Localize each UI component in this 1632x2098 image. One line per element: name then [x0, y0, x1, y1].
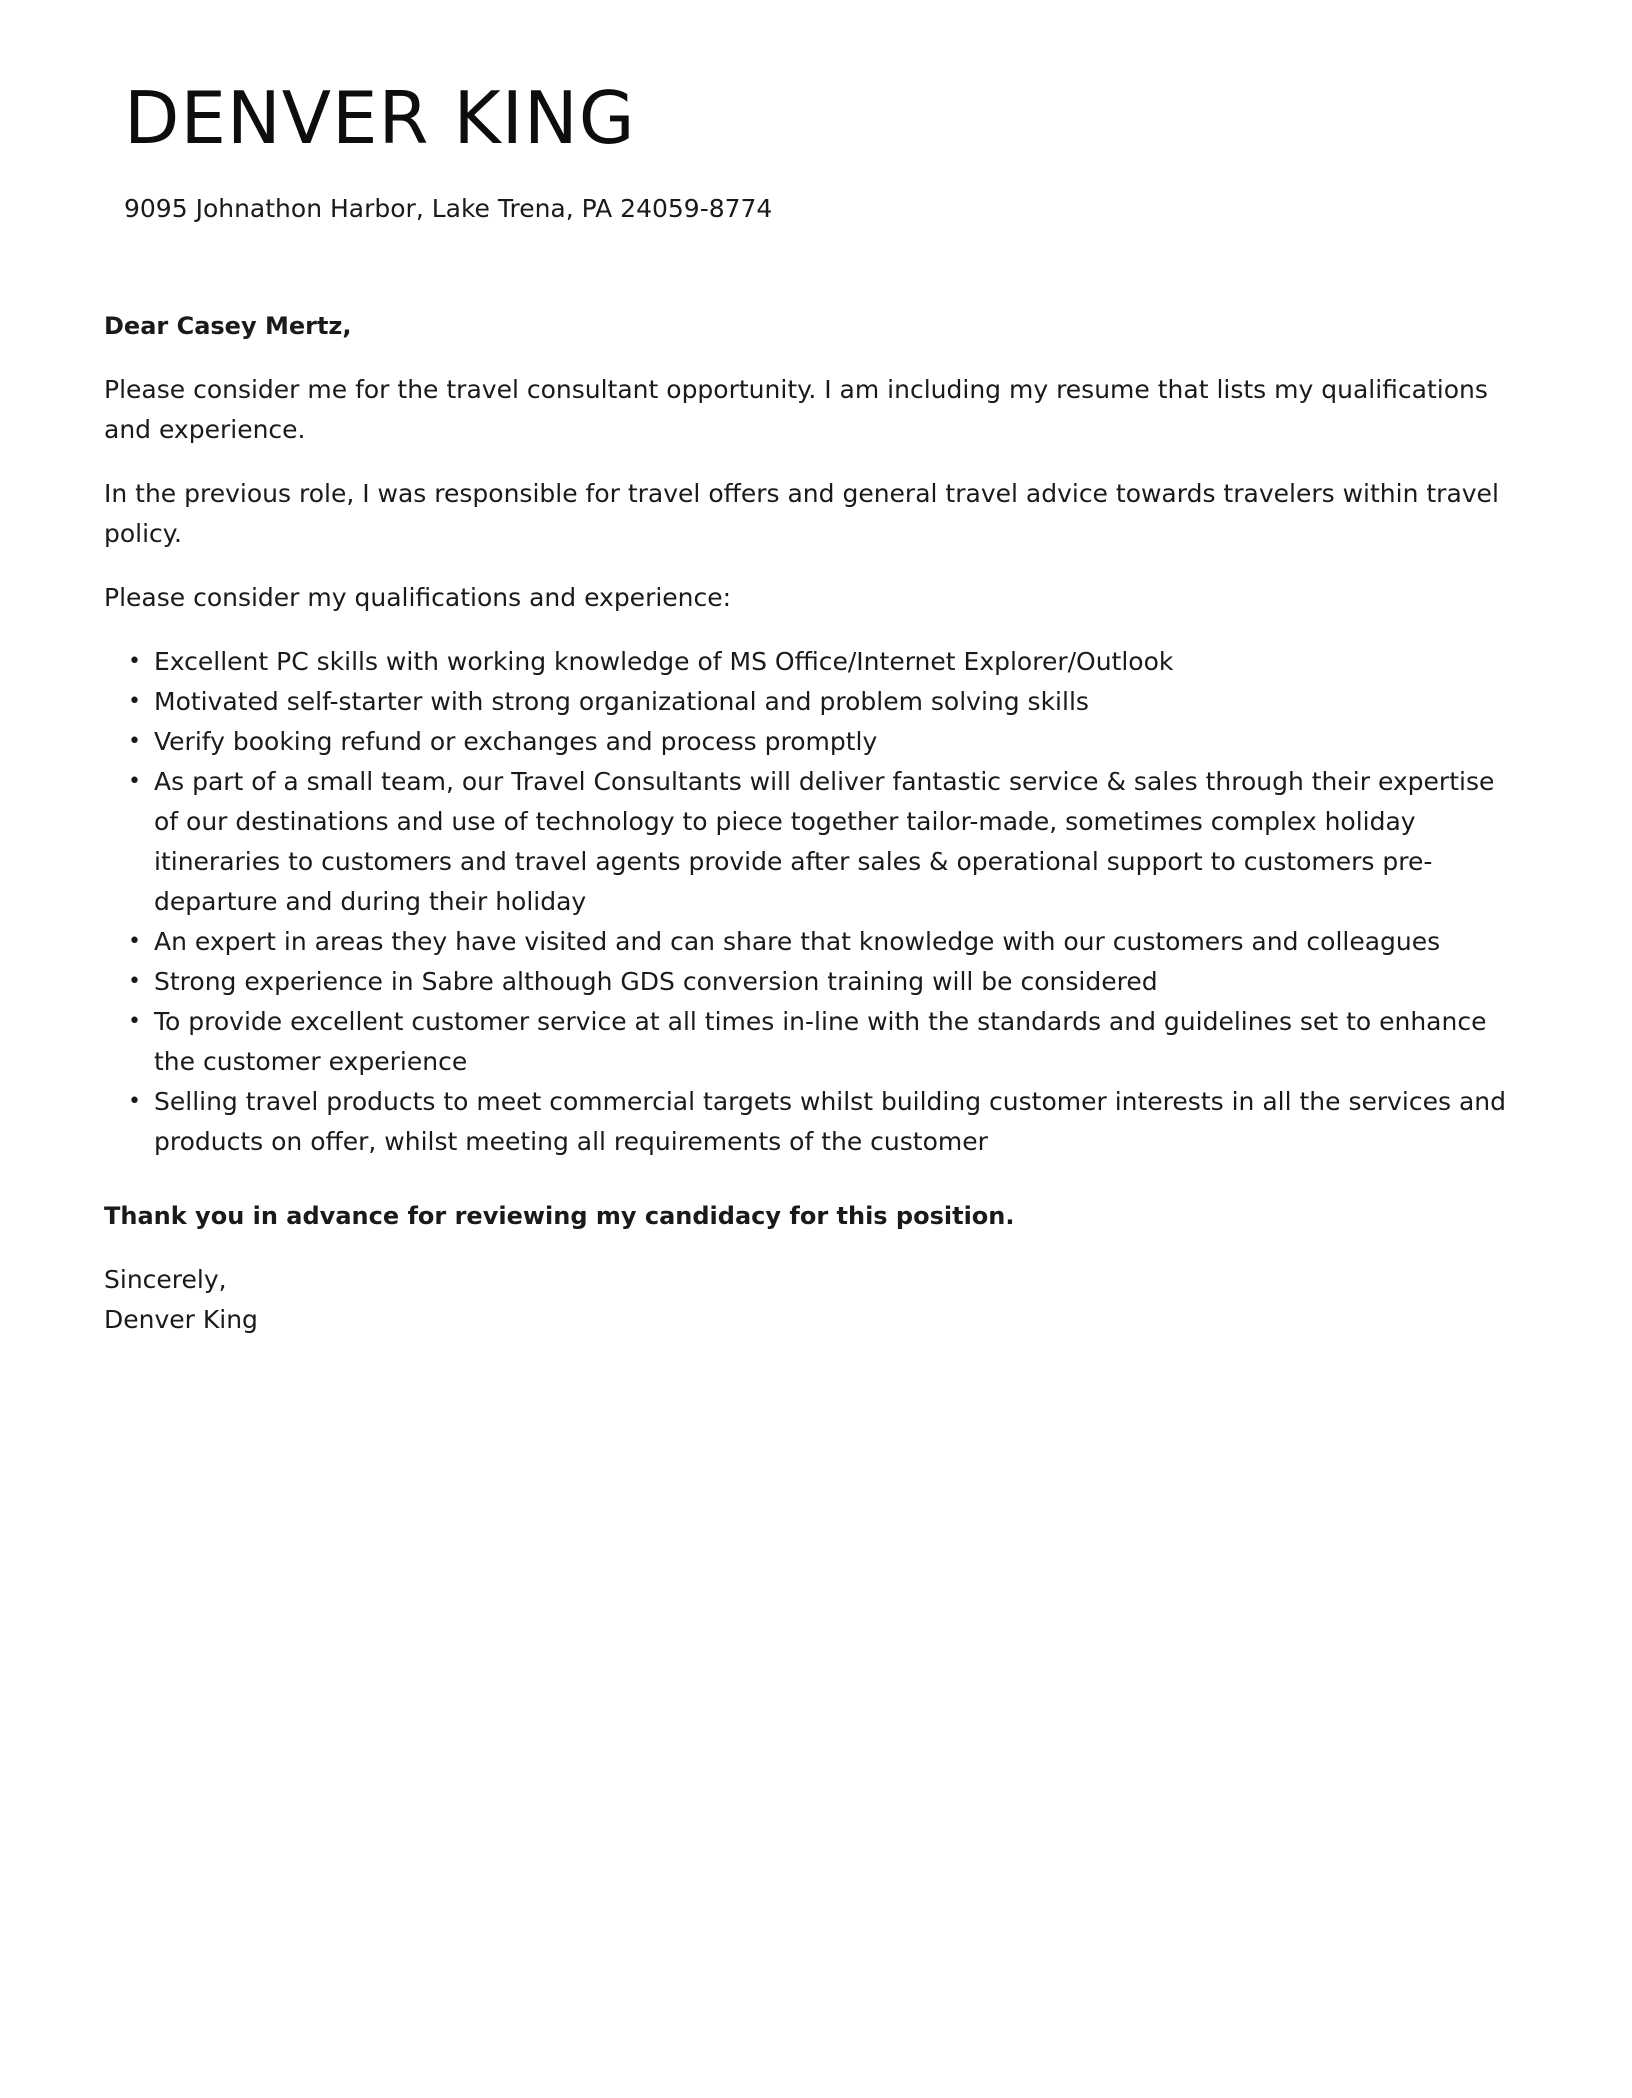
- list-item-text: Selling travel products to meet commercial targets whilst building customer interests in all the services and products on offer, whilst meeting all requirements of the customer: [154, 1087, 1507, 1156]
- list-item: [128, 682, 1524, 722]
- qualifications-list: [104, 642, 1524, 1162]
- letter-body: [104, 306, 1524, 1340]
- thanks-line: Thank you in advance for reviewing my candidacy for this position.: [104, 1202, 1015, 1230]
- salutation: Dear Casey Mertz,: [104, 312, 352, 340]
- list-item: [128, 922, 1524, 962]
- applicant-name: DENVER KING: [124, 76, 636, 160]
- bullet-icon: •: [128, 769, 141, 794]
- list-item-text: An expert in areas they have visited and can share that knowledge with our customers and colleagues: [154, 927, 1441, 956]
- list-item: [128, 762, 1524, 922]
- bullet-icon: •: [128, 929, 141, 954]
- list-item: [128, 1082, 1524, 1162]
- list-item-text: Strong experience in Sabre although GDS conversion training will be considered: [154, 967, 1158, 996]
- closing: Sincerely,: [104, 1265, 227, 1294]
- list-item-text: Motivated self-starter with strong organizational and problem solving skills: [154, 687, 1089, 716]
- list-item: [128, 642, 1524, 682]
- bullet-icon: •: [128, 969, 141, 994]
- list-item-text: To provide excellent customer service at all times in-line with the standards and guidelines set to enhance the customer experience: [154, 1007, 1487, 1076]
- letter-header: [124, 70, 1524, 226]
- bullet-icon: •: [128, 729, 141, 754]
- bullet-icon: •: [128, 1089, 141, 1114]
- list-item-text: As part of a small team, our Travel Consultants will deliver fantastic service & sales through their expertise of our destinations and use of technology to piece together tailor-made, sometimes complex holiday itineraries to customers and travel agents provide after sales & operational support to customers pre-departure and during their holiday: [154, 767, 1495, 916]
- intro-paragraph: Please consider me for the travel consultant opportunity. I am including my resume that lists my qualifications and experience.: [104, 375, 1488, 444]
- list-item-text: Excellent PC skills with working knowledge of MS Office/Internet Explorer/Outlook: [154, 647, 1174, 676]
- signature-name: Denver King: [104, 1305, 258, 1334]
- list-item: [128, 1002, 1524, 1082]
- applicant-address: 9095 Johnathon Harbor, Lake Trena, PA 24059-8774: [124, 194, 773, 223]
- bullet-icon: •: [128, 1009, 141, 1034]
- previous-role-paragraph: In the previous role, I was responsible for travel offers and general travel advice towards travelers within travel policy.: [104, 479, 1499, 548]
- list-item-text: Verify booking refund or exchanges and process promptly: [154, 727, 878, 756]
- qualifications-intro: Please consider my qualifications and experience:: [104, 583, 732, 612]
- list-item: [128, 722, 1524, 762]
- bullet-icon: •: [128, 689, 141, 714]
- bullet-icon: •: [128, 649, 141, 674]
- list-item: [128, 962, 1524, 1002]
